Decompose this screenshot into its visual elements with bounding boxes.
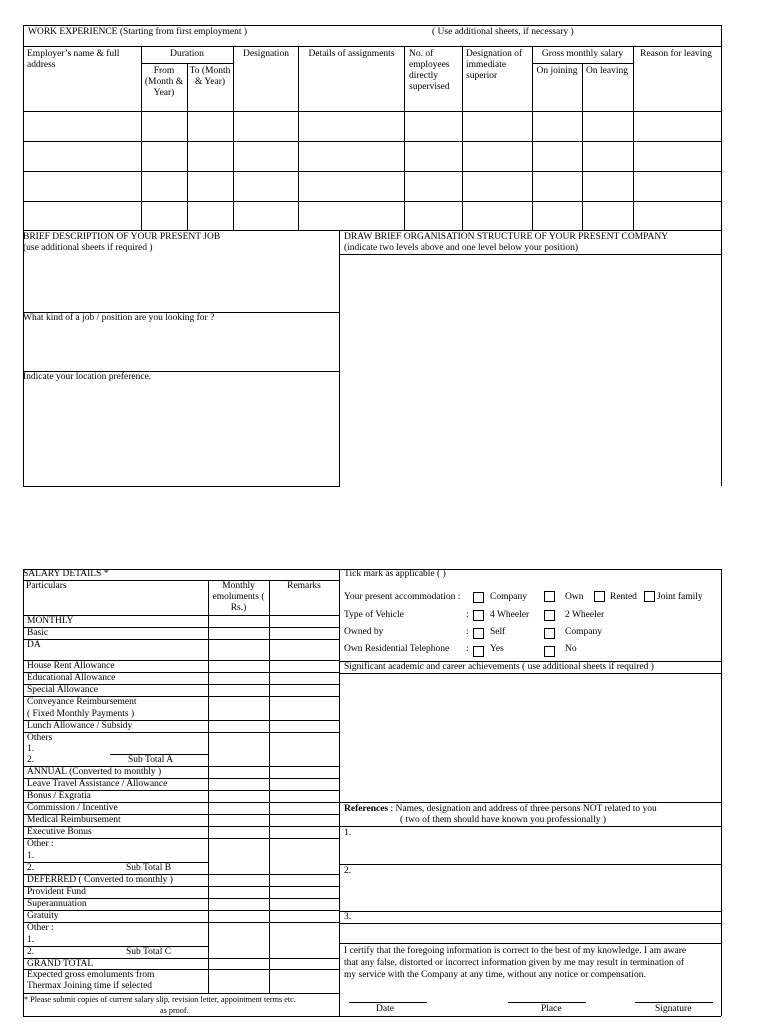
achievements-label: Significant academic and career achievements ( use additional sheets if required ) xyxy=(344,662,654,672)
references-sub: ( two of them should have known you professionally ) xyxy=(400,815,607,825)
row-other-c: Other : xyxy=(27,923,54,933)
header-to: To (Month & Year) xyxy=(189,66,231,87)
signature-label: Signature xyxy=(655,1004,692,1014)
col-particulars: Particulars xyxy=(26,581,67,591)
row-other-b-1: 1. xyxy=(27,851,35,861)
vehicle-label: Type of Vehicle xyxy=(344,610,404,620)
row-conveyance-note: ( Fixed Monthly Payments ) xyxy=(27,709,135,719)
looking-for-label: What kind of a job / position are you looking for ? xyxy=(23,313,215,323)
date-label: Date xyxy=(376,1004,394,1014)
row-basic: Basic xyxy=(27,628,49,638)
header-supervised: No. of employees directly supervised xyxy=(409,49,450,92)
accommodation-rented-checkbox[interactable] xyxy=(594,591,605,602)
owned-self-label: Self xyxy=(490,627,506,637)
col-monthly: Monthly emoluments ( Rs.) xyxy=(212,581,265,613)
header-details: Details of assignments xyxy=(308,49,395,59)
header-designation: Designation xyxy=(243,49,289,59)
header-gross-salary: Gross monthly salary xyxy=(541,49,624,59)
accommodation-own-checkbox[interactable] xyxy=(544,591,555,602)
vehicle-four-wheeler-label: 4 Wheeler xyxy=(490,610,530,620)
place-line xyxy=(508,1002,586,1003)
header-employer: Employer’s name & full address xyxy=(27,49,120,70)
accommodation-joint-family-checkbox[interactable] xyxy=(644,591,655,602)
signature-line xyxy=(635,1002,713,1003)
row-gratuity: Gratuity xyxy=(27,911,59,921)
header-from: From (Month & Year) xyxy=(144,66,184,98)
reference-1: 1. xyxy=(344,828,352,838)
vehicle-four-wheeler-checkbox[interactable] xyxy=(473,610,484,621)
row-others: Others xyxy=(27,733,53,743)
references-heading xyxy=(344,804,657,815)
work-experience-title: WORK EXPERIENCE (Starting from first employment ) xyxy=(28,27,247,37)
row-subtotal-a: Sub Total A xyxy=(128,755,174,765)
row-others-2: 2. xyxy=(27,755,35,765)
header-reason: Reason for leaving xyxy=(640,49,712,59)
org-structure-title: DRAW BRIEF ORGANISATION STRUCTURE OF YOUR PRESENT COMPANY xyxy=(344,232,669,242)
row-hra: House Rent Allowance xyxy=(27,661,115,671)
telephone-yes-checkbox[interactable] xyxy=(473,646,484,657)
accommodation-label: Your present accommodation : xyxy=(344,592,461,602)
row-expected-2: Thermax Joining time if selected xyxy=(27,981,153,991)
row-grand-total: GRAND TOTAL xyxy=(27,959,94,969)
reference-2: 2. xyxy=(344,866,352,876)
row-expected-1: Expected gross emoluments from xyxy=(27,970,155,980)
row-commission: Commission / Incentive xyxy=(27,803,118,813)
place-label: Place xyxy=(541,1004,562,1014)
owned-by-colon: : xyxy=(466,627,469,637)
row-monthly: MONTHLY xyxy=(27,616,74,626)
vehicle-two-wheeler-label: 2 Wheeler xyxy=(565,610,605,620)
date-line xyxy=(349,1002,427,1003)
row-conveyance: Conveyance Reimbursement xyxy=(27,697,137,707)
row-lta: Leave Travel Assistance / Allowance xyxy=(27,779,168,789)
references-text: : Names, designation and address of three persons NOT related to you xyxy=(388,804,657,814)
reference-3: 3. xyxy=(344,912,352,922)
telephone-no-checkbox[interactable] xyxy=(544,646,555,657)
row-special: Special Allowance xyxy=(27,685,98,695)
row-other-c-1: 1. xyxy=(27,935,35,945)
telephone-no-label: No xyxy=(565,644,577,654)
row-other-c-2: 2. xyxy=(27,947,35,957)
row-annual: ANNUAL (Converted to monthly ) xyxy=(27,767,162,777)
accommodation-own-label: Own xyxy=(565,592,584,602)
present-job-subtitle: (use additional sheets if required ) xyxy=(23,243,153,253)
header-on-joining: On joining xyxy=(536,66,578,76)
row-subtotal-c: Sub Total C xyxy=(126,947,172,957)
owned-company-label: Company xyxy=(565,627,602,637)
header-on-leaving: On leaving xyxy=(586,66,628,76)
telephone-yes-label: Yes xyxy=(490,644,504,654)
accommodation-joint-family-label: Joint family xyxy=(657,592,703,602)
row-lunch: Lunch Allowance / Subsidy xyxy=(27,721,133,731)
col-remarks: Remarks xyxy=(287,581,321,591)
owned-company-checkbox[interactable] xyxy=(544,628,555,639)
row-superannuation: Superannuation xyxy=(27,899,87,909)
owned-by-label: Owned by xyxy=(344,627,384,637)
accommodation-company-label: Company xyxy=(490,592,527,602)
tick-title: Tick mark as applicable ( ) xyxy=(344,569,446,579)
location-preference-label: Indicate your location preference. xyxy=(23,372,152,382)
row-subtotal-b: Sub Total B xyxy=(126,863,172,873)
certify-line-1: I certify that the foregoing information is correct to the best of my knowledge. I am aware xyxy=(344,946,687,956)
owned-self-checkbox[interactable] xyxy=(473,628,484,639)
row-deferred: DEFERRED ( Converted to monthly ) xyxy=(27,875,173,885)
row-bonus: Bonus / Exgratia xyxy=(27,791,91,801)
vehicle-colon: : xyxy=(466,610,469,620)
header-duration: Duration xyxy=(170,49,204,59)
references-label: References xyxy=(344,804,389,814)
salary-footnote: * Please submit copies of current salary slip, revision letter, appointment terms etc. xyxy=(24,995,296,1004)
row-educational: Educational Allowance xyxy=(27,673,116,683)
vehicle-two-wheeler-checkbox[interactable] xyxy=(544,610,555,621)
row-medical: Medical Reimbursement xyxy=(27,815,121,825)
present-job-title: BRIEF DESCRIPTION OF YOUR PRESENT JOB xyxy=(23,232,221,242)
org-structure-subtitle: (indicate two levels above and one level below your position) xyxy=(344,243,579,253)
header-superior: Designation of immediate superior xyxy=(466,49,523,81)
row-da: DA xyxy=(27,640,41,650)
accommodation-rented-label: Rented xyxy=(610,592,637,602)
row-others-1: 1. xyxy=(27,744,35,754)
telephone-colon: : xyxy=(466,644,469,654)
salary-title: SALARY DETAILS * xyxy=(23,569,109,579)
salary-footnote-cont: as proof. xyxy=(160,1006,189,1015)
telephone-label: Own Residential Telephone xyxy=(344,644,450,654)
accommodation-company-checkbox[interactable] xyxy=(473,592,484,603)
work-experience-note: ( Use additional sheets, if necessary ) xyxy=(432,27,574,37)
certify-line-2: that any false, distorted or incorrect information given by me may result in termination of xyxy=(344,958,685,968)
row-other-b: Other : xyxy=(27,839,54,849)
row-provident-fund: Provident Fund xyxy=(27,887,86,897)
row-executive-bonus: Executive Bonus xyxy=(27,827,92,837)
certify-line-3: my service with the Company at any time, without any notice or compensation. xyxy=(344,970,646,980)
row-other-b-2: 2. xyxy=(27,863,35,873)
